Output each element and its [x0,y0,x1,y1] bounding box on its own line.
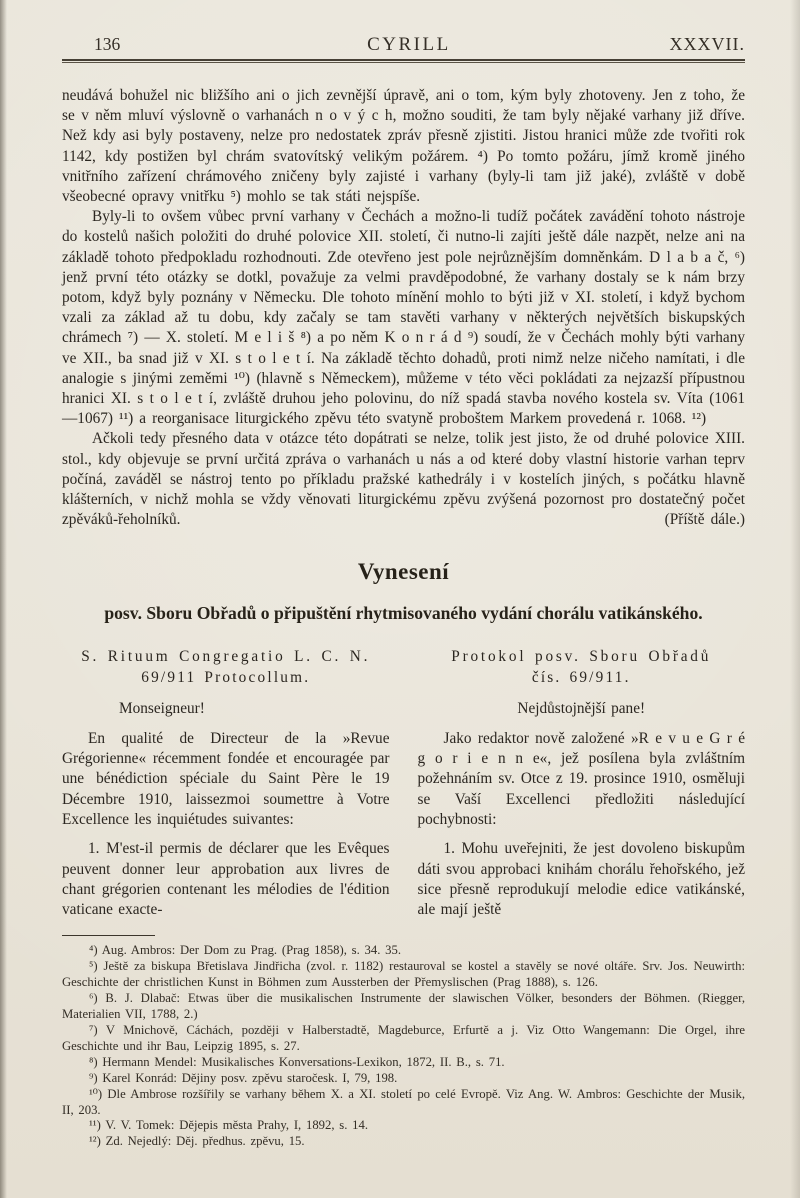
footnote-12: ¹²) Zd. Nejedlý: Děj. předhus. zpěvu, 15. [89,1134,305,1149]
decree-columns [62,646,745,920]
footnotes [62,943,745,1150]
french-question-1: 1. M'est-il permis de déclarer que les Evêques peuvent donner leur approbation aux livres de chant grégorien contenant les mélodies de l'édition vaticane exacte- [62,840,390,919]
footnote-9: ⁹) Karel Konrád: Dějiny posv. zpěvu staročesk. I, 79, 198. [89,1070,398,1085]
latin-protocol-heading [62,646,390,688]
czech-paragraph: Jako redaktor nově založené »R e v u e G r é g o r i e n n e«, jež posílena byla zvláštním požehnáním sv. Otce z 19. prosince 1910, osměluji se Vaší Excellenci předložiti následující pochybnosti: [417,729,745,828]
latin-protocol-heading-line2: 69/911 Protocollum. [141,669,311,687]
footnote-8: ⁸) Hermann Mendel: Musikalisches Konversations-Lexikon, 1872, II. B., s. 71. [89,1054,505,1069]
latin-protocol-heading-line1: S. Rituum Congregatio L. C. N. [81,648,371,666]
french-salutation: Monseigneur! [119,700,205,718]
czech-protocol-heading [418,646,746,688]
czech-protocol-heading-line2: čís. 69/911. [531,669,631,687]
french-paragraph: En qualité de Directeur de la »Revue Grégorienne« récemment fondée et encouragée par une bénédiction spéciale du Saint Père le 19 Décembre 1910, laissezmoi soumettre à Votre Excellence les inquiétudes suivantes: [62,729,390,828]
decree-title: Vynesení [357,559,450,585]
footnote-10: ¹⁰) Dle Ambrose rozšířily se varhany během X. a XI. století po celé Evropě. Viz Ang. W. Ambros: Geschichte der Musik, II, 203. [62,1086,745,1117]
latin-french-column [62,646,390,920]
article-paragraph: neudává bohužel nic bližšího ani o jich zevnější úpravě, ani o tom, kým byly zhotoveny. Jen z toho, že se v něm mluví výslovně o varhanách n o v ý c h, možno souditi, že tam byly nějaké varhany již dříve. Než kdy asi byly postaveny, nelze pro nedostatek zpráv přesně zjistiti. Jistou hranici může zde tvořiti rok 1142, kdy postižen byl chrám svatovítský velikým požárem. ⁴) Po tomto požáru, jímž kromě jiného vnitřního zařízení chrámového zničeny byly zajisté i varhany (byly-li tam již jaké), zvláště v době všeobecné opravy vnitřku ⁵) mohlo se tak státi nejspíše. [62,87,745,206]
article-body [62,86,745,530]
page-number: 136 [94,34,121,54]
footnote-11: ¹¹) V. V. Tomek: Dějepis města Prahy, I, 1892, s. 14. [89,1118,369,1133]
footnote-4: ⁴) Aug. Ambros: Der Dom zu Prag. (Prag 1858), s. 34. 35. [89,943,402,958]
journal-title: CYRILL [367,34,451,55]
running-head [62,34,745,56]
czech-question-1: 1. Mohu uveřejniti, že jest dovoleno biskupům dáti svou approbaci knihám chorálu řehořského, jež sice přesně reprodukují melodie edice vatikánské, ale mají ještě [417,840,745,919]
volume-number: XXXVII. [669,34,745,54]
footnote-divider [62,935,155,936]
continuation-note: (Příště dále.) [664,511,745,529]
footnote-6: ⁶) B. J. Dlabač: Etwas über die musikalischen Instrumente der slawischen Völker, besonders der Böhmen. (Riegger, Materialien VII, 1788, 2.) [62,991,745,1022]
czech-protocol-heading-line1: Protokol posv. Sboru Obřadů [451,648,712,666]
czech-column [418,646,746,920]
footnote-5: ⁵) Ještě za biskupa Břetislava Jindřicha (zvol. r. 1182) restauroval se kostel a stavěly se nové oltáře. Srv. Jos. Neuwirth: Geschichte der christlichen Kunst in Böhmen zum Aussterben der Přemyslischen (Prag 1888), s. 126. [62,959,745,990]
header-rule [62,59,745,63]
article-paragraph: Byly-li to ovšem vůbec první varhany v Čechách a možno-li tudíž počátek zavádění tohoto nástroje do kostelů našich položiti do druhé polovice XII. století, či nutno-li zajíti ještě dále nazpět, nelze ani na základě tohoto předpokladu rozhodnouti. Zde otevřeno jest pole nejrůznějším domněnkám. D l a b a č, ⁶) jenž první této otázky se dotkl, považuje za velmi pravděpodobné, že varhany dostaly se k nám brzy potom, když byly poznány v Německu. Dle tohoto mínění mohlo to býti již v XI. století, i když bychom vzali za základ až tu dobu, kdy začaly se tam stavěti varhany v některých největších biskupských chrámech ⁷) — X. století. M e l i š ⁸) a po něm K o n r á d ⁹) soudí, že v Čechách mohly býti varhany ve XII., ba snad již v XI. s t o l e t í. Na základě těchto dohadů, proti nimž nelze ničeho namítati, i dle analogie s jinými zeměmi ¹⁰) (hlavně s Německem), můžeme v této věci pokládati za nejzazší přípustnou hranici XI. s t o l e t í, zvláště druhou jeho polovinu, do níž spadá stavba nového kostela sv. Víta (1061—1067) ¹¹) a reorganisace liturgického zpěvu této svatyně proboštem Markem provedená r. 1068. ¹²) [62,208,745,428]
czech-salutation: Nejdůstojnější pane! [517,700,646,718]
footnote-7: ⁷) V Mnichově, Cáchách, později v Halberstadtě, Magdeburce, Erfurtě a j. Viz Otto Wangemann: Die Orgel, ihre Geschichte und ihr Bau, Leipzig 1895, s. 27. [62,1022,745,1053]
decree-subtitle: posv. Sboru Obřadů o připuštění rhytmisovaného vydání chorálu vatikánského. [104,603,703,624]
article-paragraph: Ačkoli tedy přesného data v otázce této dopátrati se nelze, tolik jest jisto, že od druhé polovice XIII. stol., kdy objevuje se první určitá zpráva o varhanách u nás a od které doby vlastní historie varhan teprv počíná, zaváděl se nástroj tento po příkladu pražské kathedrály i v kostelích jiných, s počátku hlavně klášterních, v nichž mohla se vždy věnovati liturgickému zpěvu zvýšená pozornost pro dostatečný počet zpěváků-řeholníků. [62,430,745,529]
